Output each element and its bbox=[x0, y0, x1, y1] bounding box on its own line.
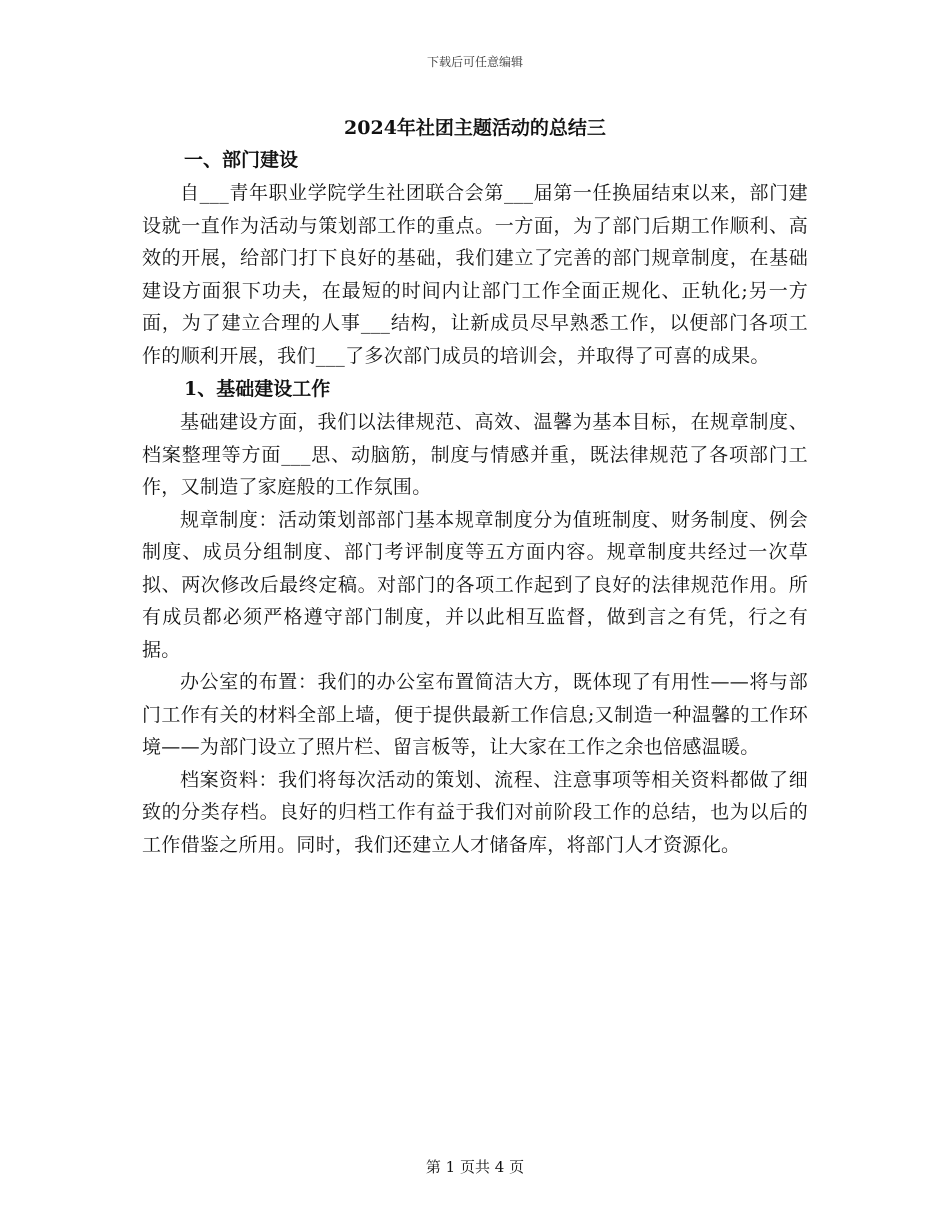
subsection-heading: 1、基础建设工作 bbox=[184, 378, 331, 400]
paragraph: 办公室的布置：我们的办公室布置简洁大方，既体现了有用性——将与部门工作有关的材料全部上墙，便于提供最新工作信息;又制造一种温馨的工作环境——为部门设立了照片栏、留言板等，让大家在工作之余也倍感温暖。 bbox=[142, 671, 808, 758]
paragraph: 自___青年职业学院学生社团联合会第___届第一任换届结束以来，部门建设就一直作为活动与策划部工作的重点。一方面，为了部门后期工作顺利、高效的开展，给部门打下良好的基础，我们建立了完善的部门规章制度，在基础建设方面狠下功夫，在最短的时间内让部门工作全面正规化、正轨化;另一方面，为了建立合理的人事___结构，让新成员尽早熟悉工作，以便部门各项工作的顺利开展，我们___了多次部门成员的培训会，并取得了可喜的成果。 bbox=[142, 182, 808, 367]
page-number-footer: 第 1 页共 4 页 bbox=[425, 1158, 525, 1176]
document-title: 2024年社团主题活动的总结三 bbox=[344, 117, 606, 139]
page-header-note: 下载后可任意编辑 bbox=[426, 55, 523, 69]
paragraph: 档案资料：我们将每次活动的策划、流程、注意事项等相关资料都做了细致的分类存档。良好的归档工作有益于我们对前阶段工作的总结，也为以后的工作借鉴之所用。同时，我们还建立人才储备库，将部门人才资源化。 bbox=[142, 768, 808, 856]
paragraph: 基础建设方面，我们以法律规范、高效、温馨为基本目标，在规章制度、档案整理等方面___思、动脑筋，制度与情感并重，既法律规范了各项部门工作，又制造了家庭般的工作氛围。 bbox=[142, 411, 808, 498]
document-body bbox=[142, 113, 808, 861]
paragraph: 规章制度：活动策划部部门基本规章制度分为值班制度、财务制度、例会制度、成员分组制度、部门考评制度等五方面内容。规章制度共经过一次草拟、两次修改后最终定稿。对部门的各项工作起到了良好的法律规范作用。所有成员都必须严格遵守部门制度，并以此相互监督，做到言之有凭，行之有据。 bbox=[142, 508, 808, 661]
section-heading: 一、部门建设 bbox=[184, 149, 299, 171]
